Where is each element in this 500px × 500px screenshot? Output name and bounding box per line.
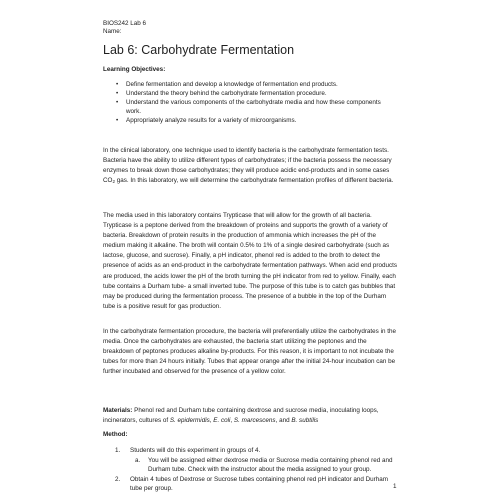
method-list [103, 446, 399, 494]
method-heading: Method: [103, 431, 128, 438]
list-item [116, 99, 396, 116]
objective-text: Understand the various components of the carbohydrate media and how these components work. [126, 98, 381, 115]
materials-label: Materials: [103, 407, 133, 414]
intro-text-b: gas. In this laboratory, we will determine the carbohydrate fermentation profiles of different bacteria. [114, 177, 394, 185]
list-item [116, 81, 396, 90]
step-number: 2. [115, 475, 121, 483]
intro-paragraph [103, 146, 399, 187]
intro-text-a: In the clinical laboratory, one technique used to identify bacteria is the carbohydrate fermentation tests. Bacteria have the ability to utilize different types of carbohydrates; if the bacteria possess the necessary enzymes to break down those carbohydrates; they will produce acidic end-products and in some cases CO [103, 147, 392, 185]
method-step [103, 475, 399, 494]
learning-objectives-list [116, 81, 396, 126]
organism-name: S. marcescens [233, 417, 276, 425]
learning-objectives-heading: Learning Objectives: [103, 66, 166, 73]
step-text: You will be assigned either dextrose media or Sucrose media containing phenol red and Durham tube. Check with the instructor about the media assigned to your group. [148, 456, 393, 474]
bullet-icon: • [116, 116, 119, 124]
method-step [103, 446, 399, 456]
step-number: 1. [115, 447, 121, 454]
objective-text: Understand the theory behind the carbohydrate fermentation procedure. [126, 89, 327, 97]
objective-text: Define fermentation and develop a knowledge of fermentation end products. [126, 81, 338, 88]
organism-name: E. coli [213, 417, 231, 425]
course-label: BIOS242 Lab 6 [103, 20, 147, 27]
bullet-icon: • [116, 98, 119, 106]
method-substep [103, 456, 399, 475]
name-label: Name: [103, 28, 122, 35]
document-header [103, 20, 146, 36]
step-text: Students will do this experiment in groups of 4. [130, 447, 261, 454]
step-number: a. [135, 456, 141, 464]
bullet-icon: • [116, 89, 119, 97]
procedure-paragraph: In the carbohydrate fermentation procedure, the bacteria will preferentially utilize the carbohydrates in the media. Once the carbohydrates are exhausted, the bacteria start utilizing the peptones and the breakdown of peptones produces alkaline by-products. For this reason, it is important to not incubate the tubes for more than 24 hours initially. Tubes that appear orange after the initial 24-hour incubation can be further incubated and observed for the presence of a yellow color. [103, 328, 396, 376]
separator: , [209, 417, 214, 425]
objective-text: Appropriately analyze results for a variety of microorganisms. [126, 116, 297, 124]
bullet-icon: • [116, 81, 119, 88]
media-paragraph: The media used in this laboratory contains Trypticase that will allow for the growth of all bacteria. Trypticase is a peptone derived from the breakdown of proteins and supports the growth of a variety of bacteria. Breakdown of protein results in the production of ammonia which increases the pH of the medium making it alkaline. The broth will contain 0.5% to 1% of a single desired carbohydrate (such as lactose, glucose, and sucrose). Finally, a pH indicator, phenol red is added to the broth to detect the presence of acids as an end-product in the carbohydrate fermentation pathways. When acid end products are produced, the acids lower the pH of the broth turning the pH indicator from red to yellow. Finally, each tube contains a Durham tube- a small inverted tube. The purpose of this tube is to catch gas bubbles that may be produced during the fermentation process. The presence of a bubble in the top of the Durham tube is a positive result for gas production. [103, 212, 398, 310]
list-item [116, 117, 396, 126]
co2-subscript: 2 [112, 179, 115, 185]
page-number: 1 [393, 483, 397, 490]
materials-text: Phenol red and Durham tube containing dextrose and sucrose media, inoculating loops, incinerators, cultures of [103, 407, 379, 425]
page-title: Lab 6: Carbohydrate Fermentation [103, 43, 295, 57]
separator: , and [275, 417, 292, 425]
organism-name: B. subtilis [291, 417, 319, 425]
step-text: Obtain 4 tubes of Dextrose or Sucrose tubes containing phenol red pH indicator and Durham tube per group. [130, 475, 388, 493]
separator: , [230, 417, 234, 425]
list-item [116, 90, 396, 99]
materials-paragraph [103, 406, 399, 426]
organism-name: S. epidermidis [169, 417, 210, 425]
